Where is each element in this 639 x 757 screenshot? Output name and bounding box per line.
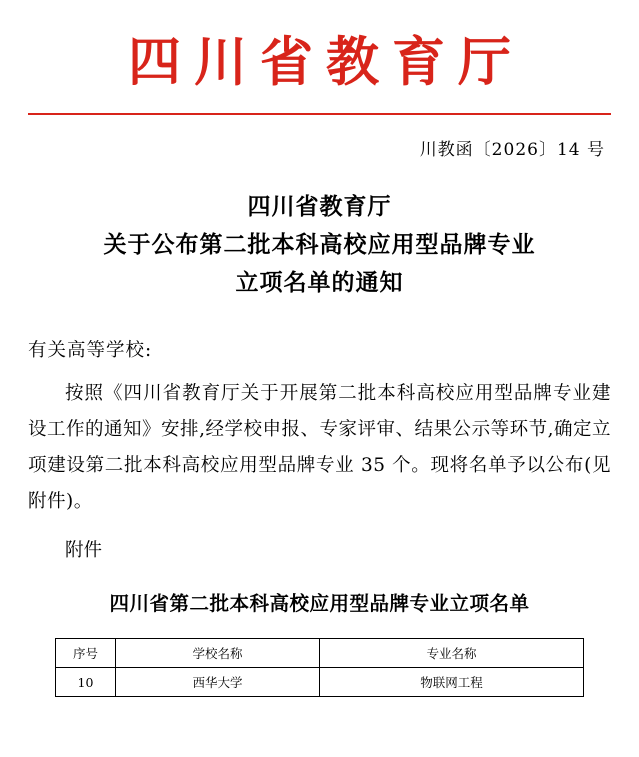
document-number: 川教函〔2026〕14 号: [419, 140, 605, 160]
column-header-school: 学校名称: [116, 639, 320, 668]
document-title: [28, 188, 611, 302]
salutation: 有关高等学校:: [28, 339, 153, 361]
letterhead-divider: [28, 113, 611, 115]
title-line-1: 四川省教育厅: [247, 193, 392, 220]
attachment-title: 四川省第二批本科高校应用型品牌专业立项名单: [109, 592, 530, 616]
cell-index: 10: [56, 668, 116, 697]
table-header-row: [56, 639, 584, 668]
body-paragraph: 按照《四川省教育厅关于开展第二批本科高校应用型品牌专业建设工作的通知》安排,经学校申报、专家评审、结果公示等环节,确定立项建设第二批本科高校应用型品牌专业 35 个。现将名单予以公布(见附件)。: [28, 382, 611, 512]
attachment-label: 附件: [65, 540, 103, 562]
cell-major: 物联网工程: [320, 668, 584, 697]
title-line-2: 关于公布第二批本科高校应用型品牌专业: [103, 230, 536, 258]
letterhead-organization: 四川省教育厅: [128, 31, 524, 93]
column-header-major: 专业名称: [320, 639, 584, 668]
cell-school: 西华大学: [116, 668, 320, 697]
table-row: [56, 668, 584, 697]
title-line-3: 立项名单的通知: [235, 268, 404, 296]
project-list-table: [55, 638, 584, 697]
column-header-index: 序号: [56, 639, 116, 668]
